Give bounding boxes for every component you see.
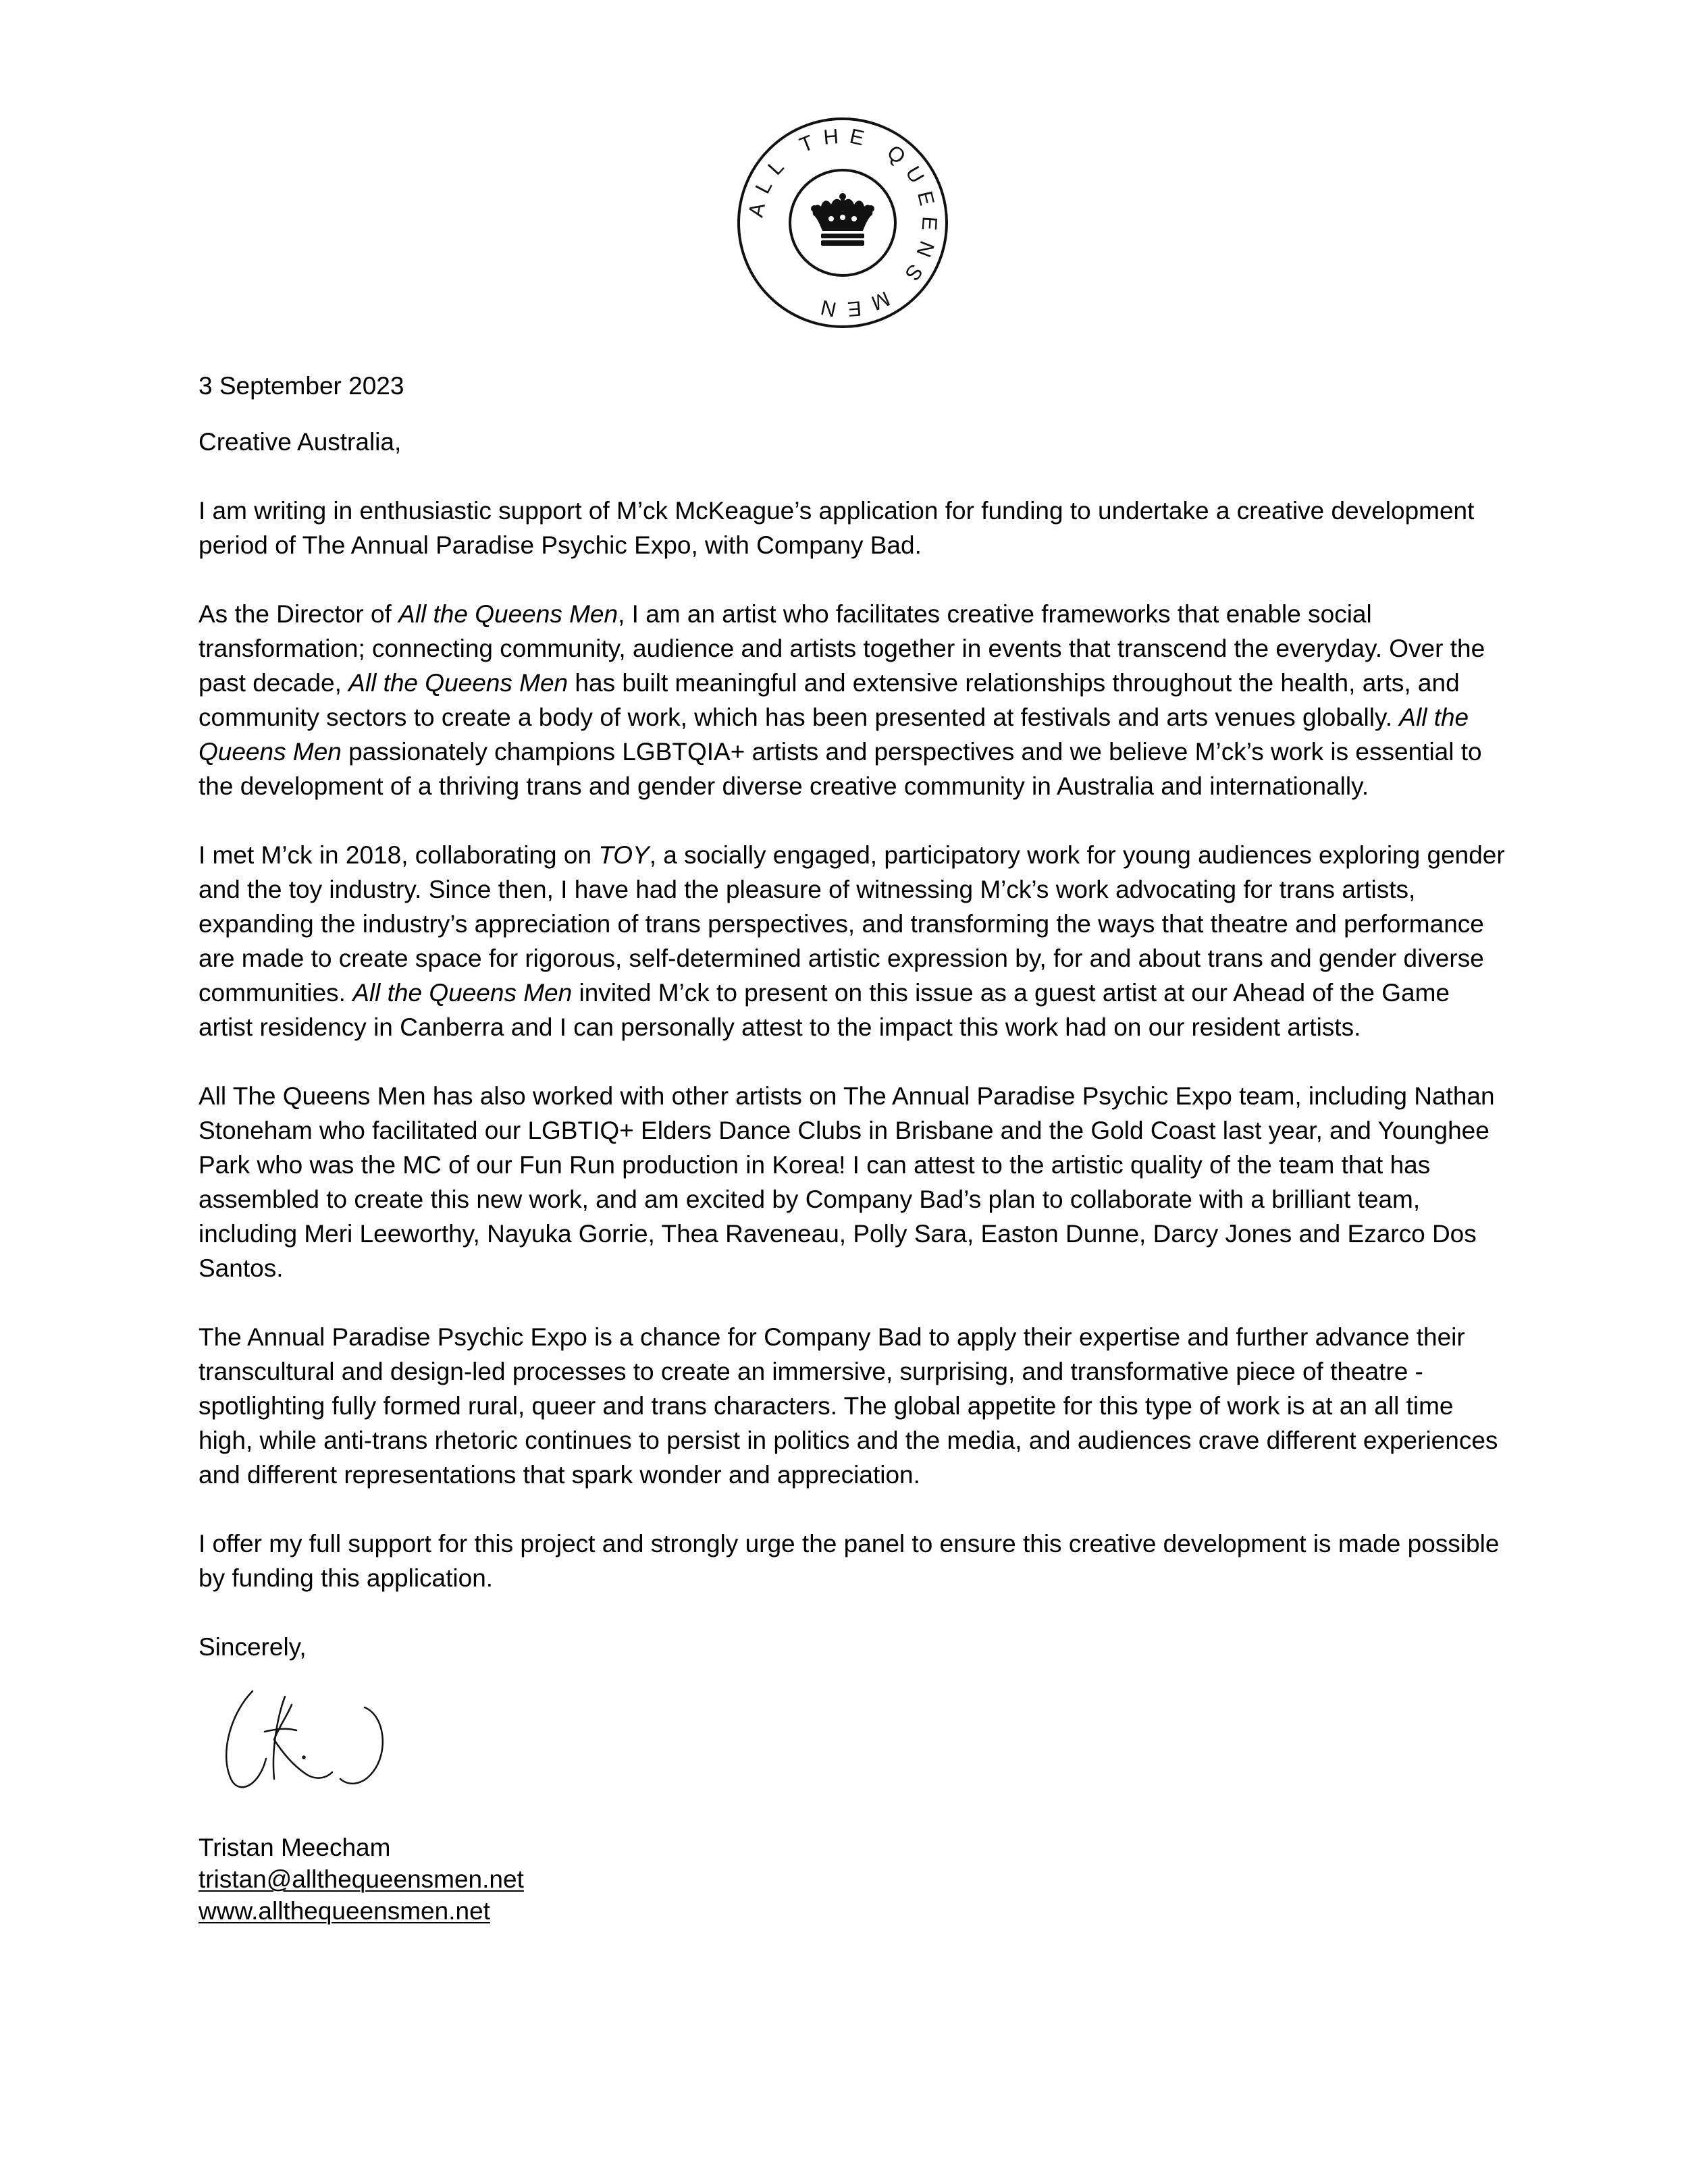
website-link[interactable]: www.allthequeensmen.net xyxy=(199,1897,490,1925)
letter-date: 3 September 2023 xyxy=(199,372,404,400)
handwritten-signature xyxy=(212,1678,415,1813)
crown-icon xyxy=(811,193,874,246)
paragraph-2: As the Director of All the Queens Men, I am an artist who facilitates creative frameworks that enable social transformation; connecting community, audience and artists together in events that transcend the everyday. Over the past decade, All the Queens Men has built meaningful and extensive relationships throughout the health, arts, and community sectors to create a body of work, which has been presented at festivals and arts venues globally. All the Queens Men passionately champions LGBTQIA+ artists and perspectives and we believe M’ck’s work is essential to the development of a thriving trans and gender diverse creative community in Australia and internationally. xyxy=(199,600,1485,800)
email-link[interactable]: tristan@allthequeensmen.net xyxy=(199,1865,524,1893)
org-name: All the Queens Men xyxy=(352,979,573,1007)
paragraph-1: I am writing in enthusiastic support of M’ck McKeague’s application for funding to undertake a creative development period of The Annual Paradise Psychic Expo, with Company Bad. xyxy=(199,497,1475,559)
letter-closing: Sincerely, xyxy=(199,1633,307,1661)
paragraph-5: The Annual Paradise Psychic Expo is a chance for Company Bad to apply their expertise and further advance their transcultural and design-led processes to create an immersive, surprising, and transformative piece of theatre - spotlighting fully formed rural, queer and trans characters. The global appetite for this type of work is at an all time high, while anti-trans rhetoric continues to persist in politics and the media, and audiences crave different experiences and different representations that spark wonder and appreciation. xyxy=(199,1323,1498,1489)
org-name: All the Queens Men xyxy=(348,669,569,697)
logo-ring-text: ALL THE QUEENS MEN xyxy=(743,124,942,322)
letter-salutation: Creative Australia, xyxy=(199,428,402,456)
logo-badge xyxy=(736,116,949,329)
paragraph-6: I offer my full support for this project and strongly urge the panel to ensure this creative development is made possible by funding this application. xyxy=(199,1530,1500,1592)
all-the-queens-men-logo xyxy=(736,116,949,329)
paragraph-3: I met M’ck in 2018, collaborating on TOY, a socially engaged, participatory work for young audiences exploring gender and the toy industry. Since then, I have had the pleasure of witnessing M’ck’s work advocating for trans artists, expanding the industry’s appreciation of trans perspectives, and transforming the ways that theatre and performance are made to create space for rigorous, self-determined artistic expression by, for and about trans and gender diverse communities. All the Queens Men invited M’ck to present on this issue as a guest artist at our Ahead of the Game artist residency in Canberra and I can personally attest to the impact this work had on our resident artists. xyxy=(199,841,1505,1041)
signer-name: Tristan Meecham xyxy=(199,1834,391,1861)
org-name: All the Queens Men xyxy=(199,703,1469,766)
work-title: TOY xyxy=(598,841,650,869)
org-name: All the Queens Men xyxy=(398,600,618,628)
paragraph-4: All The Queens Men has also worked with other artists on The Annual Paradise Psychic Expo team, including Nathan Stoneham who facilitated our LGBTIQ+ Elders Dance Clubs in Brisbane and the Gold Coast last year, and Younghee Park who was the MC of our Fun Run production in Korea! I can attest to the artistic quality of the team that has assembled to create this new work, and am excited by Company Bad’s plan to collaborate with a brilliant team, including Meri Leeworthy, Nayuka Gorrie, Thea Raveneau, Polly Sara, Easton Dunne, Darcy Jones and Ezarco Dos Santos. xyxy=(199,1082,1495,1282)
letter-body xyxy=(199,369,1505,1927)
